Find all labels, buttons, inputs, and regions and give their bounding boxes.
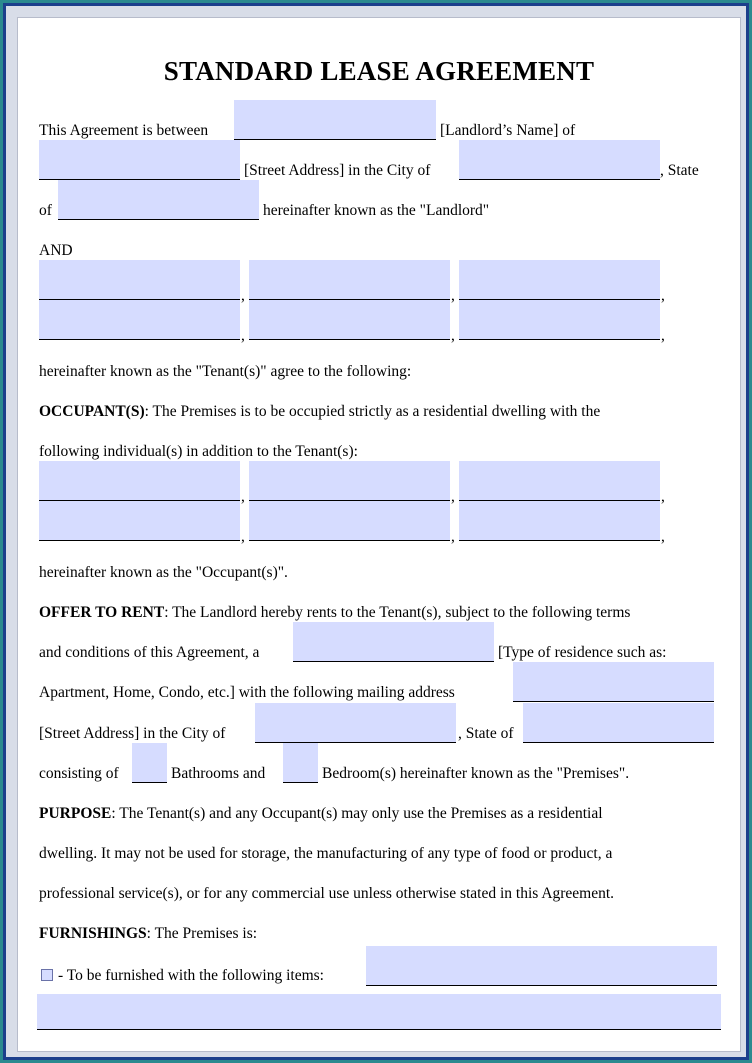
bathrooms-field[interactable]: [132, 743, 167, 783]
comma: ,: [241, 327, 245, 344]
text-occupant-known: hereinafter known as the "Occupant(s)".: [39, 564, 288, 581]
text-street-city: [Street Address] in the City of: [244, 162, 431, 179]
occupant-field-4[interactable]: [39, 501, 240, 541]
occupant-heading: OCCUPANT(S): [39, 403, 145, 420]
premises-state-field[interactable]: [523, 703, 714, 743]
text-landlord-name: [Landlord’s Name] of: [440, 122, 576, 139]
offer-text-4a: [Street Address] in the City of: [39, 725, 226, 742]
tenant-field-3[interactable]: [459, 260, 660, 300]
comma: ,: [661, 488, 665, 505]
window-frame: [3, 3, 749, 1060]
comma: ,: [451, 327, 455, 344]
purpose-heading: PURPOSE: [39, 805, 112, 822]
occupant-text: : The Premises is to be occupied strictly as a residential dwelling with the: [144, 403, 601, 420]
furnishings-text: : The Premises is:: [146, 925, 258, 942]
comma: ,: [241, 528, 245, 545]
comma: ,: [661, 287, 665, 304]
tenant-field-4[interactable]: [39, 300, 240, 340]
document-page: [17, 17, 741, 1052]
text-of: of: [39, 202, 52, 219]
landlord-state-field[interactable]: [58, 180, 259, 220]
landlord-name-field[interactable]: [234, 100, 436, 140]
furnishings-heading: FURNISHINGS: [39, 925, 147, 942]
furnishings-paragraph: [39, 924, 257, 944]
furnished-items-field-2[interactable]: [37, 994, 721, 1030]
comma: ,: [451, 528, 455, 545]
offer-heading: OFFER TO RENT: [39, 604, 165, 621]
occupant-field-6[interactable]: [459, 501, 660, 541]
occupant-text-2: following individual(s) in addition to the Tenant(s):: [39, 443, 358, 460]
occupant-field-2[interactable]: [249, 461, 450, 501]
comma: ,: [451, 287, 455, 304]
purpose-text-3: professional service(s), or for any commercial use unless otherwise stated in this Agreement.: [39, 885, 615, 902]
text-tenant-known: hereinafter known as the "Tenant(s)" agree to the following:: [39, 363, 412, 380]
purpose-text: : The Tenant(s) and any Occupant(s) may only use the Premises as a residential: [111, 805, 603, 822]
occupant-field-1[interactable]: [39, 461, 240, 501]
comma: ,: [241, 287, 245, 304]
text-landlord-known: hereinafter known as the "Landlord": [263, 202, 490, 219]
landlord-city-field[interactable]: [459, 140, 660, 180]
occupant-paragraph: [39, 402, 600, 422]
bedrooms-field[interactable]: [283, 743, 318, 783]
text-agreement-between: This Agreement is between: [39, 122, 209, 139]
comma: ,: [451, 488, 455, 505]
furnished-items-field[interactable]: [366, 946, 717, 986]
offer-text-2b: [Type of residence such as:: [498, 644, 667, 661]
purpose-text-2: dwelling. It may not be used for storage, the manufacturing of any type of food or product, a: [39, 845, 613, 862]
viewer-background: [6, 6, 746, 1057]
comma: ,: [661, 327, 665, 344]
comma: ,: [241, 488, 245, 505]
landlord-street-field[interactable]: [39, 140, 240, 180]
offer-text: : The Landlord hereby rents to the Tenant(s), subject to the following terms: [164, 604, 631, 621]
premises-city-field[interactable]: [255, 703, 456, 743]
text-and: AND: [39, 242, 73, 259]
tenant-field-5[interactable]: [249, 300, 450, 340]
offer-text-2a: and conditions of this Agreement, a: [39, 644, 260, 661]
offer-text-5c: Bedroom(s) hereinafter known as the "Premises".: [322, 765, 630, 782]
page-title: STANDARD LEASE AGREEMENT: [163, 56, 595, 86]
residence-type-field[interactable]: [293, 622, 494, 662]
tenant-field-2[interactable]: [249, 260, 450, 300]
offer-text-3: Apartment, Home, Condo, etc.] with the following mailing address: [39, 684, 455, 701]
offer-paragraph: [39, 603, 630, 623]
offer-text-5b: Bathrooms and: [171, 765, 266, 782]
text-state: , State: [660, 162, 699, 179]
furnished-checkbox[interactable]: [41, 969, 53, 981]
offer-text-5a: consisting of: [39, 765, 119, 782]
offer-text-4b: , State of: [458, 725, 514, 742]
tenant-field-6[interactable]: [459, 300, 660, 340]
tenant-field-1[interactable]: [39, 260, 240, 300]
premises-address-field[interactable]: [513, 662, 714, 702]
occupant-field-5[interactable]: [249, 501, 450, 541]
occupant-field-3[interactable]: [459, 461, 660, 501]
furnished-option-text: - To be furnished with the following items:: [58, 967, 324, 984]
purpose-paragraph: [39, 804, 603, 824]
comma: ,: [661, 528, 665, 545]
